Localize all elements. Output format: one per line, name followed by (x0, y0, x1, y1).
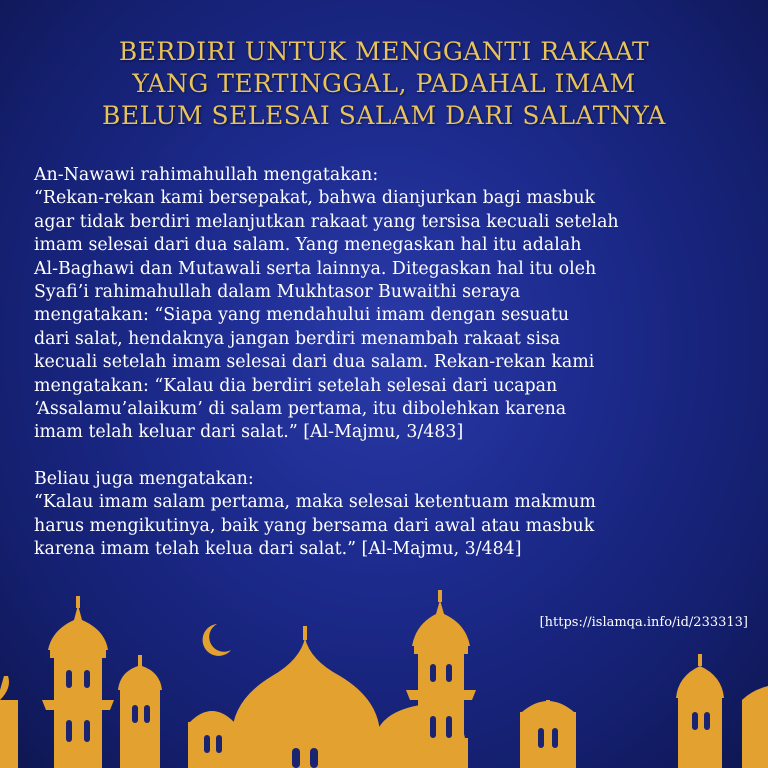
paragraph-line: mengatakan: “Kalau dia berdiri setelah selesai dari ucapan (34, 375, 558, 396)
crescent-moon-icon (203, 624, 231, 656)
paragraph-line: mengatakan: “Siapa yang mendahului imam dengan sesuatu (34, 305, 570, 326)
paragraph-line: Beliau juga mengatakan: (34, 468, 254, 489)
paragraph-line: agar tidak berdiri melanjutkan rakaat yang tersisa kecuali setelah (34, 211, 619, 232)
title-line: YANG TERTINGGAL, PADAHAL IMAM (132, 69, 636, 98)
paragraph-line: imam selesai dari dua salam. Yang menegaskan hal itu adalah (34, 235, 582, 256)
paragraph-line: harus mengikutinya, baik yang bersama dari awal atau masbuk (34, 515, 595, 536)
paragraph-line: An-Nawawi rahimahullah mengatakan: (34, 165, 379, 185)
paragraph-line: dari salat, hendaknya jangan berdiri menambah rakaat sisa (34, 328, 561, 349)
paragraph-line: Al-Baghawi dan Mutawali serta lainnya. Ditegaskan hal itu oleh (34, 258, 597, 279)
paragraph-line: imam telah keluar dari salat.” [Al-Majmu, 3/483] (34, 422, 464, 443)
title-line: BELUM SELESAI SALAM DARI SALATNYA (102, 101, 666, 130)
paragraph-line: ‘Assalamu’alaikum’ di salam pertama, itu dibolehkan karena (34, 399, 567, 420)
paragraph-line: kecuali setelah imam selesai dari dua salam. Rekan-rekan kami (34, 352, 595, 373)
paragraph-line: “Kalau imam salam pertama, maka selesai ketentuam makmum (34, 492, 596, 513)
paragraph-line: “Rekan-rekan kami bersepakat, bahwa dianjurkan bagi masbuk (34, 188, 596, 209)
paragraph-line: Syafi’i rahimahullah dalam Mukhtasor Buwaithi seraya (34, 282, 521, 303)
title-line: BERDIRI UNTUK MENGGANTI RAKAAT (118, 37, 650, 66)
source-link-text: [https://islamqa.info/id/233313] (539, 615, 748, 630)
paragraph-line: karena imam telah kelua dari salat.” [Al-Majmu, 3/484] (34, 539, 522, 560)
